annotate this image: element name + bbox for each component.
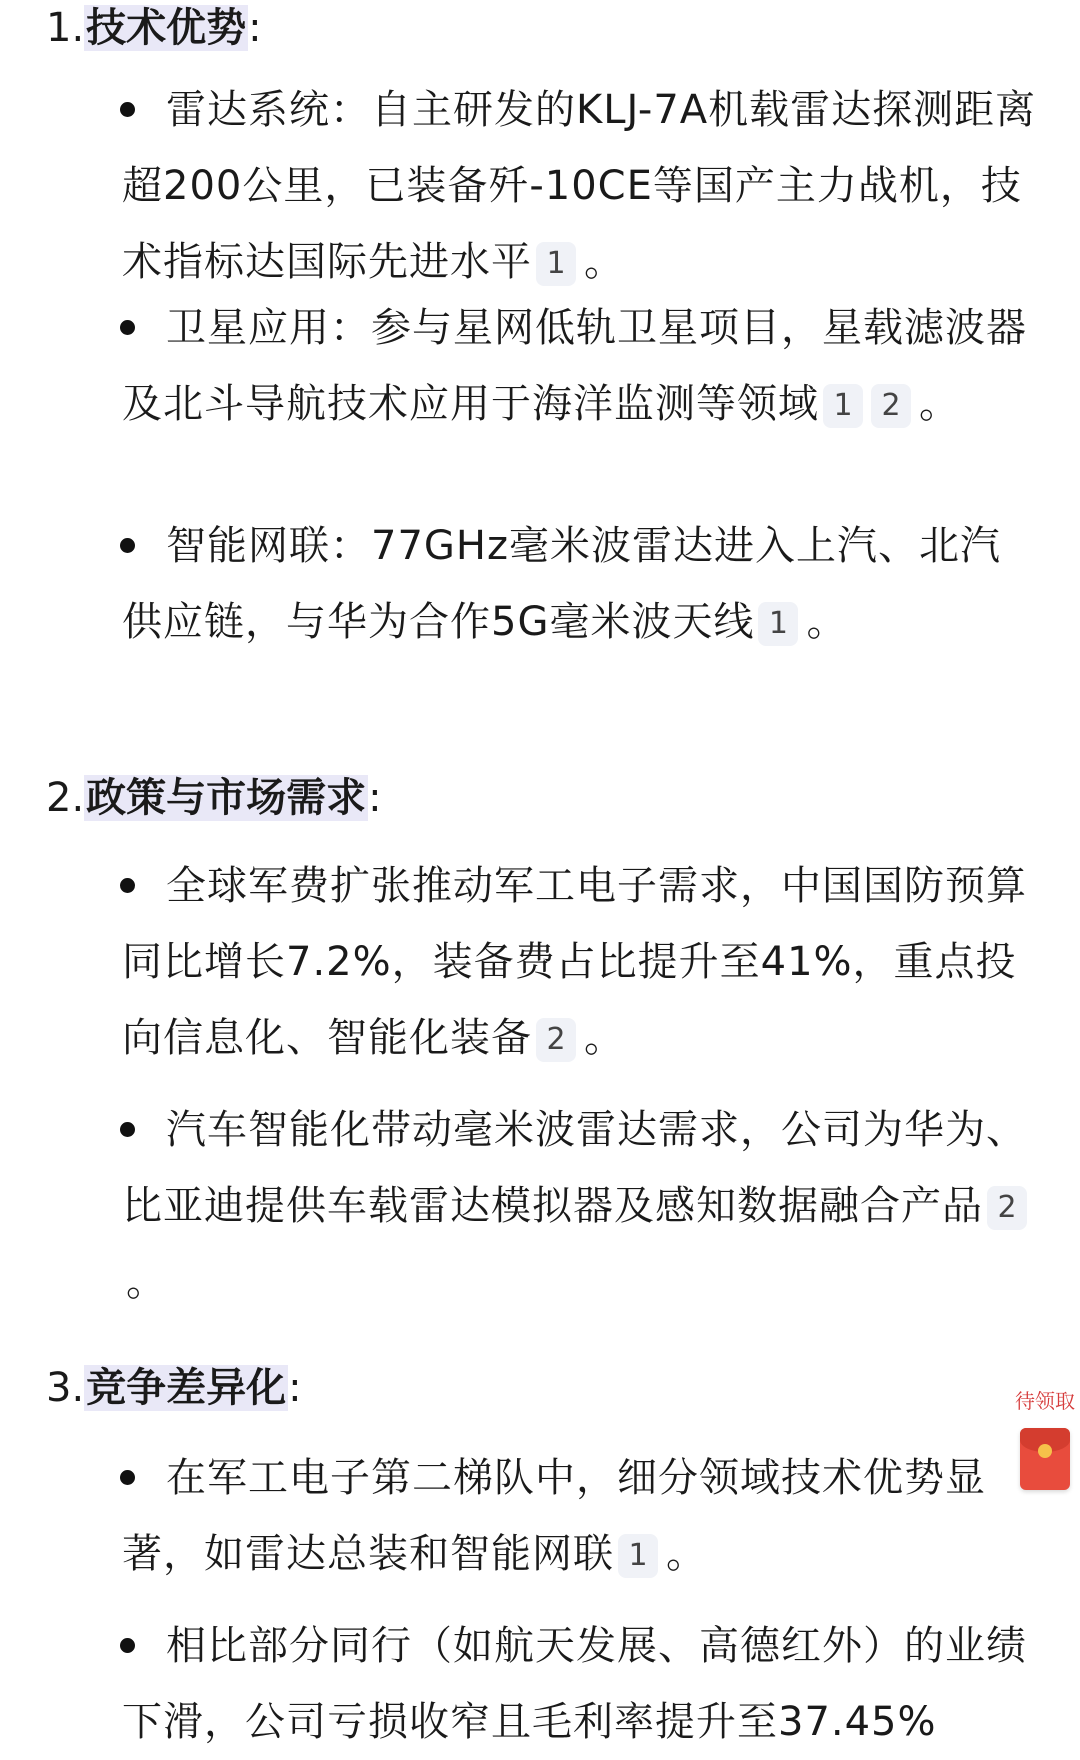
list-item: 全球军费扩张推动军工电子需求，中国国防预算同比增长7.2%，装备费占比提升至41%，重点投向信息化、智能化装备 2 。 <box>122 863 1027 1061</box>
section-number: 1. <box>46 5 85 51</box>
bullet-text: 汽车智能化带动毫米波雷达需求，公司为华为、比亚迪提供车载雷达模拟器及感知数据融合产品 <box>122 1107 1027 1229</box>
bullet-icon <box>120 538 135 553</box>
pending-claim-label[interactable]: 待领取 <box>1015 1389 1075 1413</box>
bullet-text: 在军工电子第二梯队中，细分领域技术优势显著，如雷达总装和智能网联 <box>122 1455 986 1577</box>
section-heading-3: 3.竞争差异化: <box>46 1365 302 1411</box>
list-item: 汽车智能化带动毫米波雷达需求，公司为华为、比亚迪提供车载雷达模拟器及感知数据融合产品 2。 <box>122 1107 1027 1305</box>
bullet-icon <box>120 1470 135 1485</box>
bullet-text: 卫星应用：参与星网低轨卫星项目，星载滤波器及北斗导航技术应用于海洋监测等领域 <box>122 305 1027 427</box>
bullet-icon <box>120 1638 135 1653</box>
section-title: 技术优势 <box>86 5 247 51</box>
bullet-icon <box>120 878 135 893</box>
section-number: 3. <box>46 1365 85 1411</box>
citation-badge[interactable]: 2 <box>987 1186 1027 1230</box>
bullet-text: 雷达系统：自主研发的KLJ-7A机载雷达探测距离超200公里，已装备歼-10CE等国产主力战机，技术指标达国际先进水平 <box>122 87 1037 285</box>
red-envelope-widget[interactable] <box>1010 1388 1080 1490</box>
list-item: 在军工电子第二梯队中，细分领域技术优势显著，如雷达总装和智能网联 1 。 <box>122 1455 986 1577</box>
bullet-text: 全球军费扩张推动军工电子需求，中国国防预算同比增长7.2%，装备费占比提升至41%，重点投向信息化、智能化装备 <box>122 863 1027 1061</box>
citation-badge[interactable]: 2 <box>871 384 911 428</box>
bullet-icon <box>120 320 135 335</box>
citation-badge[interactable]: 2 <box>536 1018 576 1062</box>
list-item: 雷达系统：自主研发的KLJ-7A机载雷达探测距离超200公里，已装备歼-10CE等国产主力战机，技术指标达国际先进水平 1 。 <box>122 87 1037 285</box>
list-item <box>122 1608 1037 1760</box>
section-title: 政策与市场需求 <box>86 775 367 821</box>
citation-badge[interactable]: 1 <box>536 242 576 286</box>
bullet-text: 相比部分同行（如航天发展、高德红外）的业绩下滑，公司亏损收窄且毛利率提升至37.45% <box>122 1623 1027 1745</box>
red-envelope-icon[interactable] <box>1020 1428 1070 1490</box>
section-number: 2. <box>46 775 85 821</box>
citation-badge[interactable]: 1 <box>758 602 798 646</box>
citation-badge[interactable]: 1 <box>823 384 863 428</box>
bullet-icon <box>120 1122 135 1137</box>
section-heading-2: 2.政策与市场需求: <box>46 775 382 821</box>
section-title: 竞争差异化 <box>86 1365 287 1411</box>
citation-badge[interactable]: 1 <box>618 1534 658 1578</box>
bullet-icon <box>120 102 135 117</box>
list-item: 智能网联：77GHz毫米波雷达进入上汽、北汽供应链，与华为合作5G毫米波天线 1 。 <box>122 523 1001 645</box>
section-heading-1: 1.技术优势: <box>46 5 262 51</box>
list-item: 卫星应用：参与星网低轨卫星项目，星载滤波器及北斗导航技术应用于海洋监测等领域 1 2 。 <box>122 305 1027 427</box>
bullet-text: 智能网联：77GHz毫米波雷达进入上汽、北汽供应链，与华为合作5G毫米波天线 <box>122 523 1001 645</box>
